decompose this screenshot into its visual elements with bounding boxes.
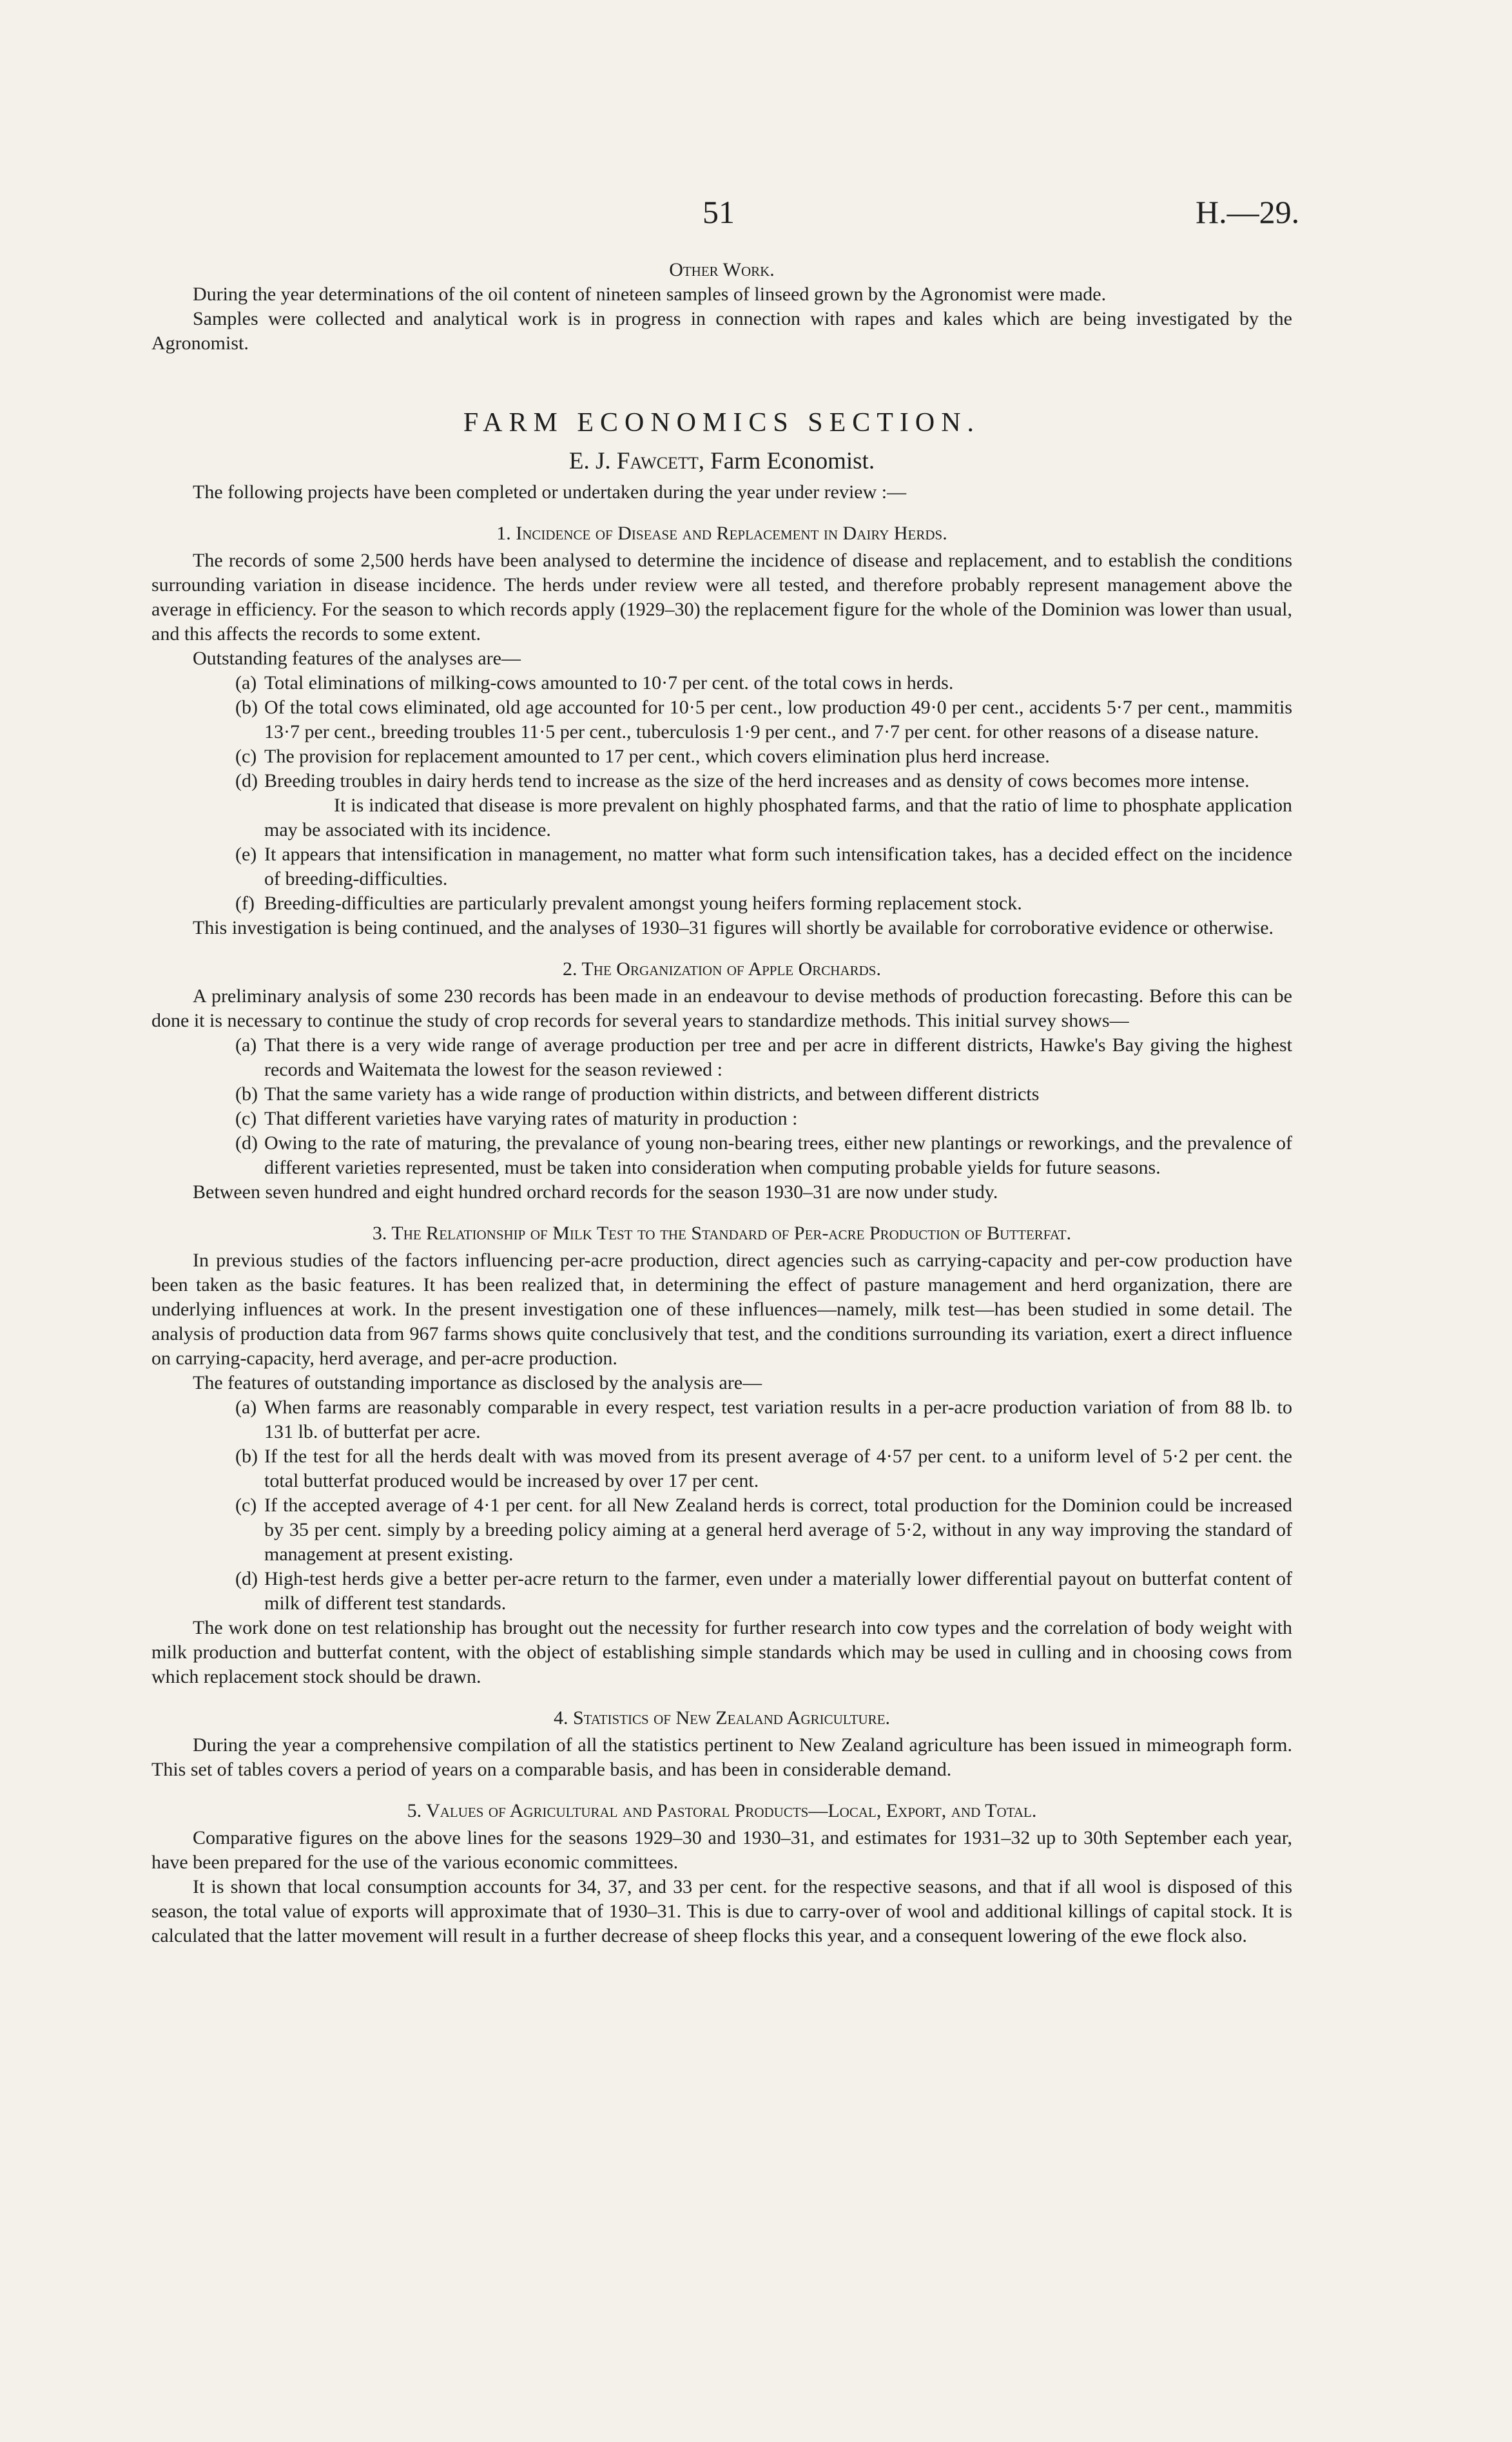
list-item-text: Breeding troubles in dairy herds tend to increase as the size of the herd increases and as density of cows becomes more intense. <box>264 770 1250 791</box>
list-item-text: That different varieties have varying rates of maturity in production : <box>264 1108 798 1129</box>
s3-list <box>151 1395 1292 1616</box>
other-work-paragraph-1: During the year determinations of the oil content of nineteen samples of linseed grown by the Agronomist were made. <box>193 284 1107 305</box>
s1-closing: This investigation is being continued, and the analyses of 1930–31 figures will shortly be available for corroborative evidence or otherwise. <box>193 917 1274 938</box>
list-marker: (c) <box>235 746 257 767</box>
list-item-text: Total eliminations of milking-cows amounted to 10·7 per cent. of the total cows in herds. <box>264 672 954 693</box>
s3-paragraph-2: The features of outstanding importance as disclosed by the analysis are— <box>193 1372 762 1393</box>
list-item <box>151 744 1292 769</box>
list-marker: (d) <box>235 1132 258 1154</box>
list-marker: (e) <box>235 844 257 865</box>
list-item-text: That there is a very wide range of average production per tree and per acre in different districts, Hawke's Bay giving the highest records and Waitemata the lowest for the season reviewed : <box>264 1034 1292 1080</box>
page-number: 51 <box>703 194 735 230</box>
list-marker: (f) <box>235 893 255 914</box>
s2-paragraph-1: A preliminary analysis of some 230 records has been made in an endeavour to devise methods of production forecasting. Before this can be done it is necessary to continue the study of crop records for several years to standardize methods. This initial survey shows— <box>151 985 1292 1031</box>
list-item-text: That the same variety has a wide range of production within districts, and between different districts <box>264 1083 1040 1105</box>
list-item <box>151 1493 1292 1567</box>
s3-heading: 3. The Relationship of Milk Test to the Standard of Per-acre Production of Butterfat. <box>372 1223 1072 1244</box>
s2-list <box>151 1033 1292 1180</box>
list-item <box>151 769 1292 793</box>
list-marker: (a) <box>235 672 257 693</box>
list-marker: (b) <box>235 1083 258 1105</box>
s3-closing: The work done on test relationship has brought out the necessity for further research into cow types and the correlation of body weight with milk production and butterfat content, with the object of establishing simple standards which may be used in culling and in choosing cows from which replacement stock should be drawn. <box>151 1617 1292 1687</box>
list-item-text: Owing to the rate of maturing, the prevalance of young non-bearing trees, either new plantings or reworkings, and the prevalence of different varieties represented, must be taken into consideration when computing probable yields for future seasons. <box>264 1132 1292 1178</box>
list-item <box>151 1444 1292 1493</box>
other-work-heading: Other Work. <box>669 259 775 280</box>
list-item <box>151 1082 1292 1107</box>
other-work-paragraph-2: Samples were collected and analytical work is in progress in connection with rapes and kales which are being investigated by the Agronomist. <box>151 308 1292 354</box>
list-item-text: If the accepted average of 4·1 per cent. for all New Zealand herds is correct, total production for the Dominion could be increased by 35 per cent. simply by a breeding policy aiming at a general herd average of 5·2, without in any way improving the standard of management at present existing. <box>264 1495 1292 1565</box>
s5-heading: 5. Values of Agricultural and Pastoral Products—Local, Export, and Total. <box>407 1800 1037 1821</box>
s1-paragraph-1: The records of some 2,500 herds have been analysed to determine the incidence of disease and replacement, and to establish the conditions surrounding variation in disease incidence. The herds under review were all tested, and therefore probably represent management above the average in efficiency. For the season to which records apply (1929–30) the replacement figure for the whole of the Dominion was lower than usual, and this affects the records to some extent. <box>151 550 1292 644</box>
list-item <box>151 1033 1292 1082</box>
list-marker: (d) <box>235 770 258 791</box>
list-item <box>151 1107 1292 1131</box>
byline-name: E. J. Fawcett, <box>568 448 704 474</box>
section-intro: The following projects have been completed or undertaken during the year under review :— <box>193 481 907 503</box>
list-marker: (b) <box>235 697 258 718</box>
list-marker: (b) <box>235 1446 258 1467</box>
list-marker: (a) <box>235 1034 257 1056</box>
list-item-text: Of the total cows eliminated, old age accounted for 10·5 per cent., low production 49·0 per cent., accidents 5·7 per cent., mammitis 13·7 per cent., breeding troubles 11·5 per cent., tuberculosis 1·9 per cent., and 7·7 per cent. for other reasons of a disease nature. <box>264 697 1292 742</box>
list-marker: (a) <box>235 1397 257 1418</box>
section-byline <box>151 447 1292 475</box>
list-item-text: If the test for all the herds dealt with was moved from its present average of 4·57 per cent. to a uniform level of 5·2 per cent. the total butterfat produced would be increased by over 17 per cent. <box>264 1446 1292 1491</box>
s5-paragraph-2: It is shown that local consumption accounts for 34, 37, and 33 per cent. for the respective seasons, and that if all wool is disposed of this season, the total value of exports will approximate that of 1930–31. This is due to carry-over of wool and additional killings of capital stock. It is calculated that the latter movement will result in a further decrease of sheep flocks this year, and a consequent lowering of the ewe flock also. <box>151 1876 1292 1946</box>
list-marker: (c) <box>235 1495 257 1516</box>
list-item-text: Breeding-difficulties are particularly prevalent amongst young heifers forming replacement stock. <box>264 893 1022 914</box>
byline-role: Farm Economist. <box>710 448 875 474</box>
s1-list <box>151 671 1292 916</box>
list-marker: (d) <box>235 1568 258 1589</box>
list-item-text: High-test herds give a better per-acre return to the farmer, even under a materially lower differential payout on butterfat content of milk of different test standards. <box>264 1568 1292 1614</box>
s1-heading: 1. Incidence of Disease and Replacement in Dairy Herds. <box>496 523 947 544</box>
s5-paragraph-1: Comparative figures on the above lines for the seasons 1929–30 and 1930–31, and estimates for 1931–32 up to 30th September each year, have been prepared for the use of the various economic committees. <box>151 1827 1292 1873</box>
list-item <box>151 891 1292 916</box>
s2-heading: 2. The Organization of Apple Orchards. <box>563 958 881 980</box>
list-item-text: It appears that intensification in management, no matter what form such intensification takes, has a decided effect on the incidence of breeding-difficulties. <box>264 844 1292 889</box>
list-item <box>151 695 1292 744</box>
list-item <box>151 1567 1292 1616</box>
s4-heading: 4. Statistics of New Zealand Agriculture. <box>553 1707 891 1729</box>
list-item <box>151 1395 1292 1444</box>
s3-paragraph-1: In previous studies of the factors influencing per-acre production, direct agencies such as carrying-capacity and per-cow production have been taken as the basic features. It has been realized that, in determining the effect of pasture management and herd organization, there are underlying influences at work. In the present investigation one of these influences—namely, milk test—has been studied in some detail. The analysis of production data from 967 farms shows quite conclusively that test, and the conditions surrounding its variation, exert a direct influence on carrying-capacity, herd average, and per-acre production. <box>151 1250 1292 1369</box>
document-code: H.—29. <box>1196 194 1300 230</box>
section-title: FARM ECONOMICS SECTION. <box>463 408 981 438</box>
list-item-text: When farms are reasonably comparable in every respect, test variation results in a per-acre production variation of from 88 lb. to 131 lb. of butterfat per acre. <box>264 1397 1292 1442</box>
s1-paragraph-2: Outstanding features of the analyses are— <box>193 648 521 669</box>
s2-closing: Between seven hundred and eight hundred orchard records for the season 1930–31 are now under study. <box>193 1181 998 1203</box>
list-item <box>151 1131 1292 1180</box>
list-marker: (c) <box>235 1108 257 1129</box>
list-item-subparagraph: It is indicated that disease is more prevalent on highly phosphated farms, and that the ratio of lime to phosphate application may be associated with its incidence. <box>264 795 1292 840</box>
list-item <box>151 671 1292 695</box>
s4-paragraph-1: During the year a comprehensive compilation of all the statistics pertinent to New Zealand agriculture has been issued in mimeograph form. This set of tables covers a period of years on a comparable basis, and has been in considerable demand. <box>151 1734 1292 1780</box>
list-item-text: The provision for replacement amounted to 17 per cent., which covers elimination plus herd increase. <box>264 746 1050 767</box>
page-content <box>151 258 1292 1948</box>
list-item <box>151 842 1292 891</box>
